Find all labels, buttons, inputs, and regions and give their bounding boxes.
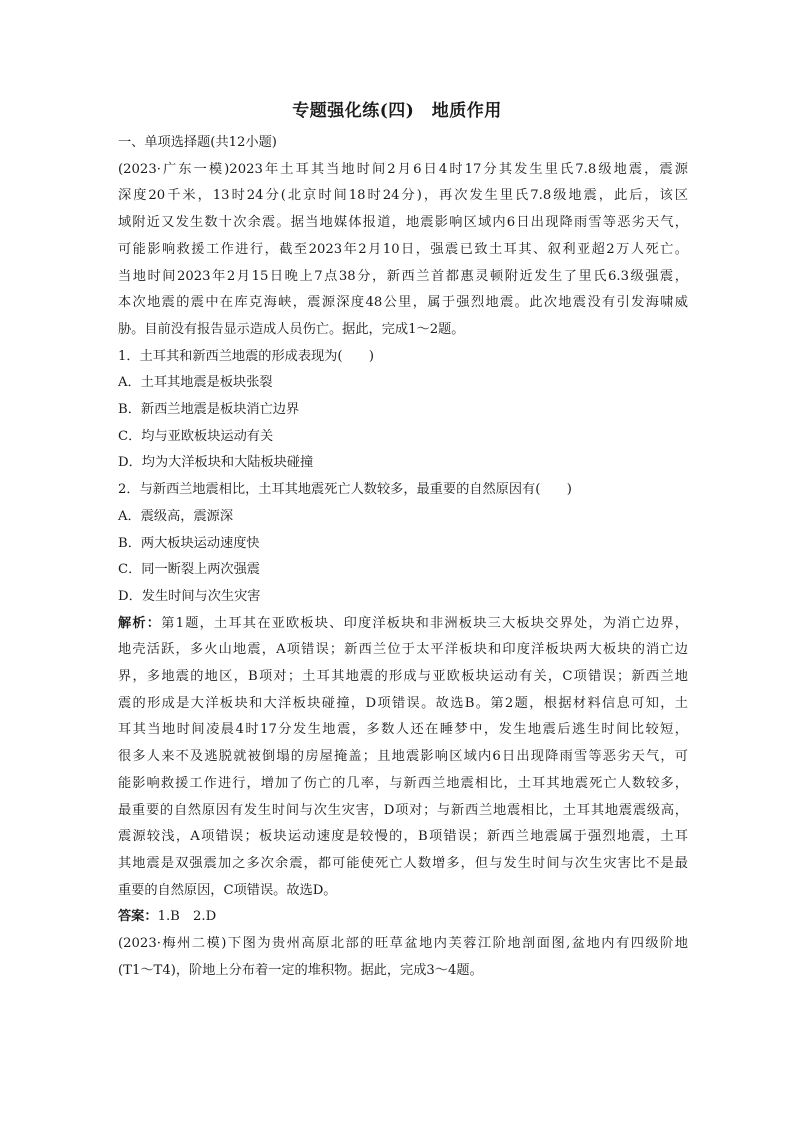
question-stem: 2．与新西兰地震相比，土耳其地震死亡人数较多，最重要的自然原因有( ) (118, 482, 572, 498)
passage-line: (T1～T4)，阶地上分布着一定的堆积物。据此，完成3～4题。 (118, 962, 483, 978)
option-d: D．均为大洋板块和大陆板块碰撞 (118, 455, 314, 471)
analysis-line: 很多人来不及逃脱就被倒塌的房屋掩盖；且地震影响区域内6日出现降雨雪等恶劣天气，可 (118, 749, 688, 765)
analysis-text: 第1题，土耳其在亚欧板块、印度洋板块和非洲板块三大板块交界处，为消亡边界， (161, 615, 688, 631)
analysis-line-first (118, 611, 688, 638)
analysis-line: 耳其当地时间凌晨4时17分发生地震，多数人还在睡梦中，发生地震后逃生时间比较短， (118, 722, 688, 738)
question-stem: 1．土耳其和新西兰地震的形成表现为( ) (118, 348, 375, 364)
question-2 (118, 477, 688, 611)
passage-line: 本次地震的震中在库克海峡，震源深度48公里，属于强烈地震。此次地震没有引发海啸威 (118, 295, 688, 311)
option-a: A．震级高，震源深 (118, 508, 234, 524)
option-a: A．土耳其地震是板块张裂 (118, 375, 273, 391)
answer-label: 答案： (118, 909, 158, 925)
question-1 (118, 344, 688, 478)
document-body (118, 130, 688, 985)
passage-line: 当地时间2023年2月15日晚上7点38分，新西兰首都惠灵顿附近发生了里氏6.3级强震， (118, 268, 688, 284)
analysis-line: 界，多地震的地区，B项对；土耳其地震的形成与亚欧板块运动有关，C项错误；新西兰地 (118, 669, 688, 685)
option-c: C．同一断裂上两次强震 (118, 562, 260, 578)
analysis-line: 最重要的自然原因有发生时间与次生灾害，D项对；与新西兰地震相比，土耳其地震震级高， (118, 802, 688, 818)
page-title: 专题强化练(四) 地质作用 (292, 101, 502, 121)
analysis-line: 地壳活跃，多火山地震，A项错误；新西兰位于太平洋板块和印度洋板块两大板块的消亡边 (118, 642, 688, 658)
passage-line: 胁。目前没有报告显示造成人员伤亡。据此，完成1～2题。 (118, 321, 465, 337)
passage-line: (2023·广东一模)2023年土耳其当地时间2月6日4时17分其发生里氏7.8级地震，震源 (118, 161, 688, 177)
passage-line: (2023·梅州二模)下图为贵州高原北部的旺草盆地内芙蓉江阶地剖面图,盆地内有四级阶地 (118, 936, 688, 952)
option-b: B．新西兰地震是板块消亡边界 (118, 402, 300, 418)
passage-2 (118, 931, 688, 984)
option-b: B．两大板块运动速度快 (118, 535, 260, 551)
passage-line: 域附近又发生数十次余震。据当地媒体报道，地震影响区域内6日出现降雨雪等恶劣天气， (118, 215, 688, 231)
analysis-line: 能影响救援工作进行，增加了伤亡的几率，与新西兰地震相比，土耳其地震死亡人数较多， (118, 775, 688, 791)
analysis-block (118, 611, 688, 905)
passage-line: 深度20千米，13时24分(北京时间18时24分)，再次发生里氏7.8级地震，此后，该区 (118, 188, 688, 204)
section-heading: 一、单项选择题(共12小题) (118, 135, 277, 150)
answer-line (118, 904, 688, 931)
passage-line: 可能影响救援工作进行，截至2023年2月10日，强震已致土耳其、叙利亚超2万人死亡。 (118, 241, 688, 257)
analysis-line: 其地震是双强震加之多次余震，都可能使死亡人数增多，但与发生时间与次生灾害比不是最 (118, 855, 688, 871)
answer-text: 1.B 2.D (157, 909, 217, 925)
option-d: D．发生时间与次生灾害 (118, 588, 261, 604)
passage-1 (118, 157, 688, 344)
analysis-label: 解析： (118, 615, 162, 631)
analysis-line: 重要的自然原因，C项错误。故选D。 (118, 882, 337, 898)
option-c: C．均与亚欧板块运动有关 (118, 428, 274, 444)
analysis-line: 震的形成是大洋板块和大洋板块碰撞，D项错误。故选B。第2题，根据材料信息可知，土 (118, 695, 688, 711)
analysis-line: 震源较浅，A项错误；板块运动速度是较慢的，B项错误；新西兰地震属于强烈地震，土耳 (118, 829, 688, 845)
